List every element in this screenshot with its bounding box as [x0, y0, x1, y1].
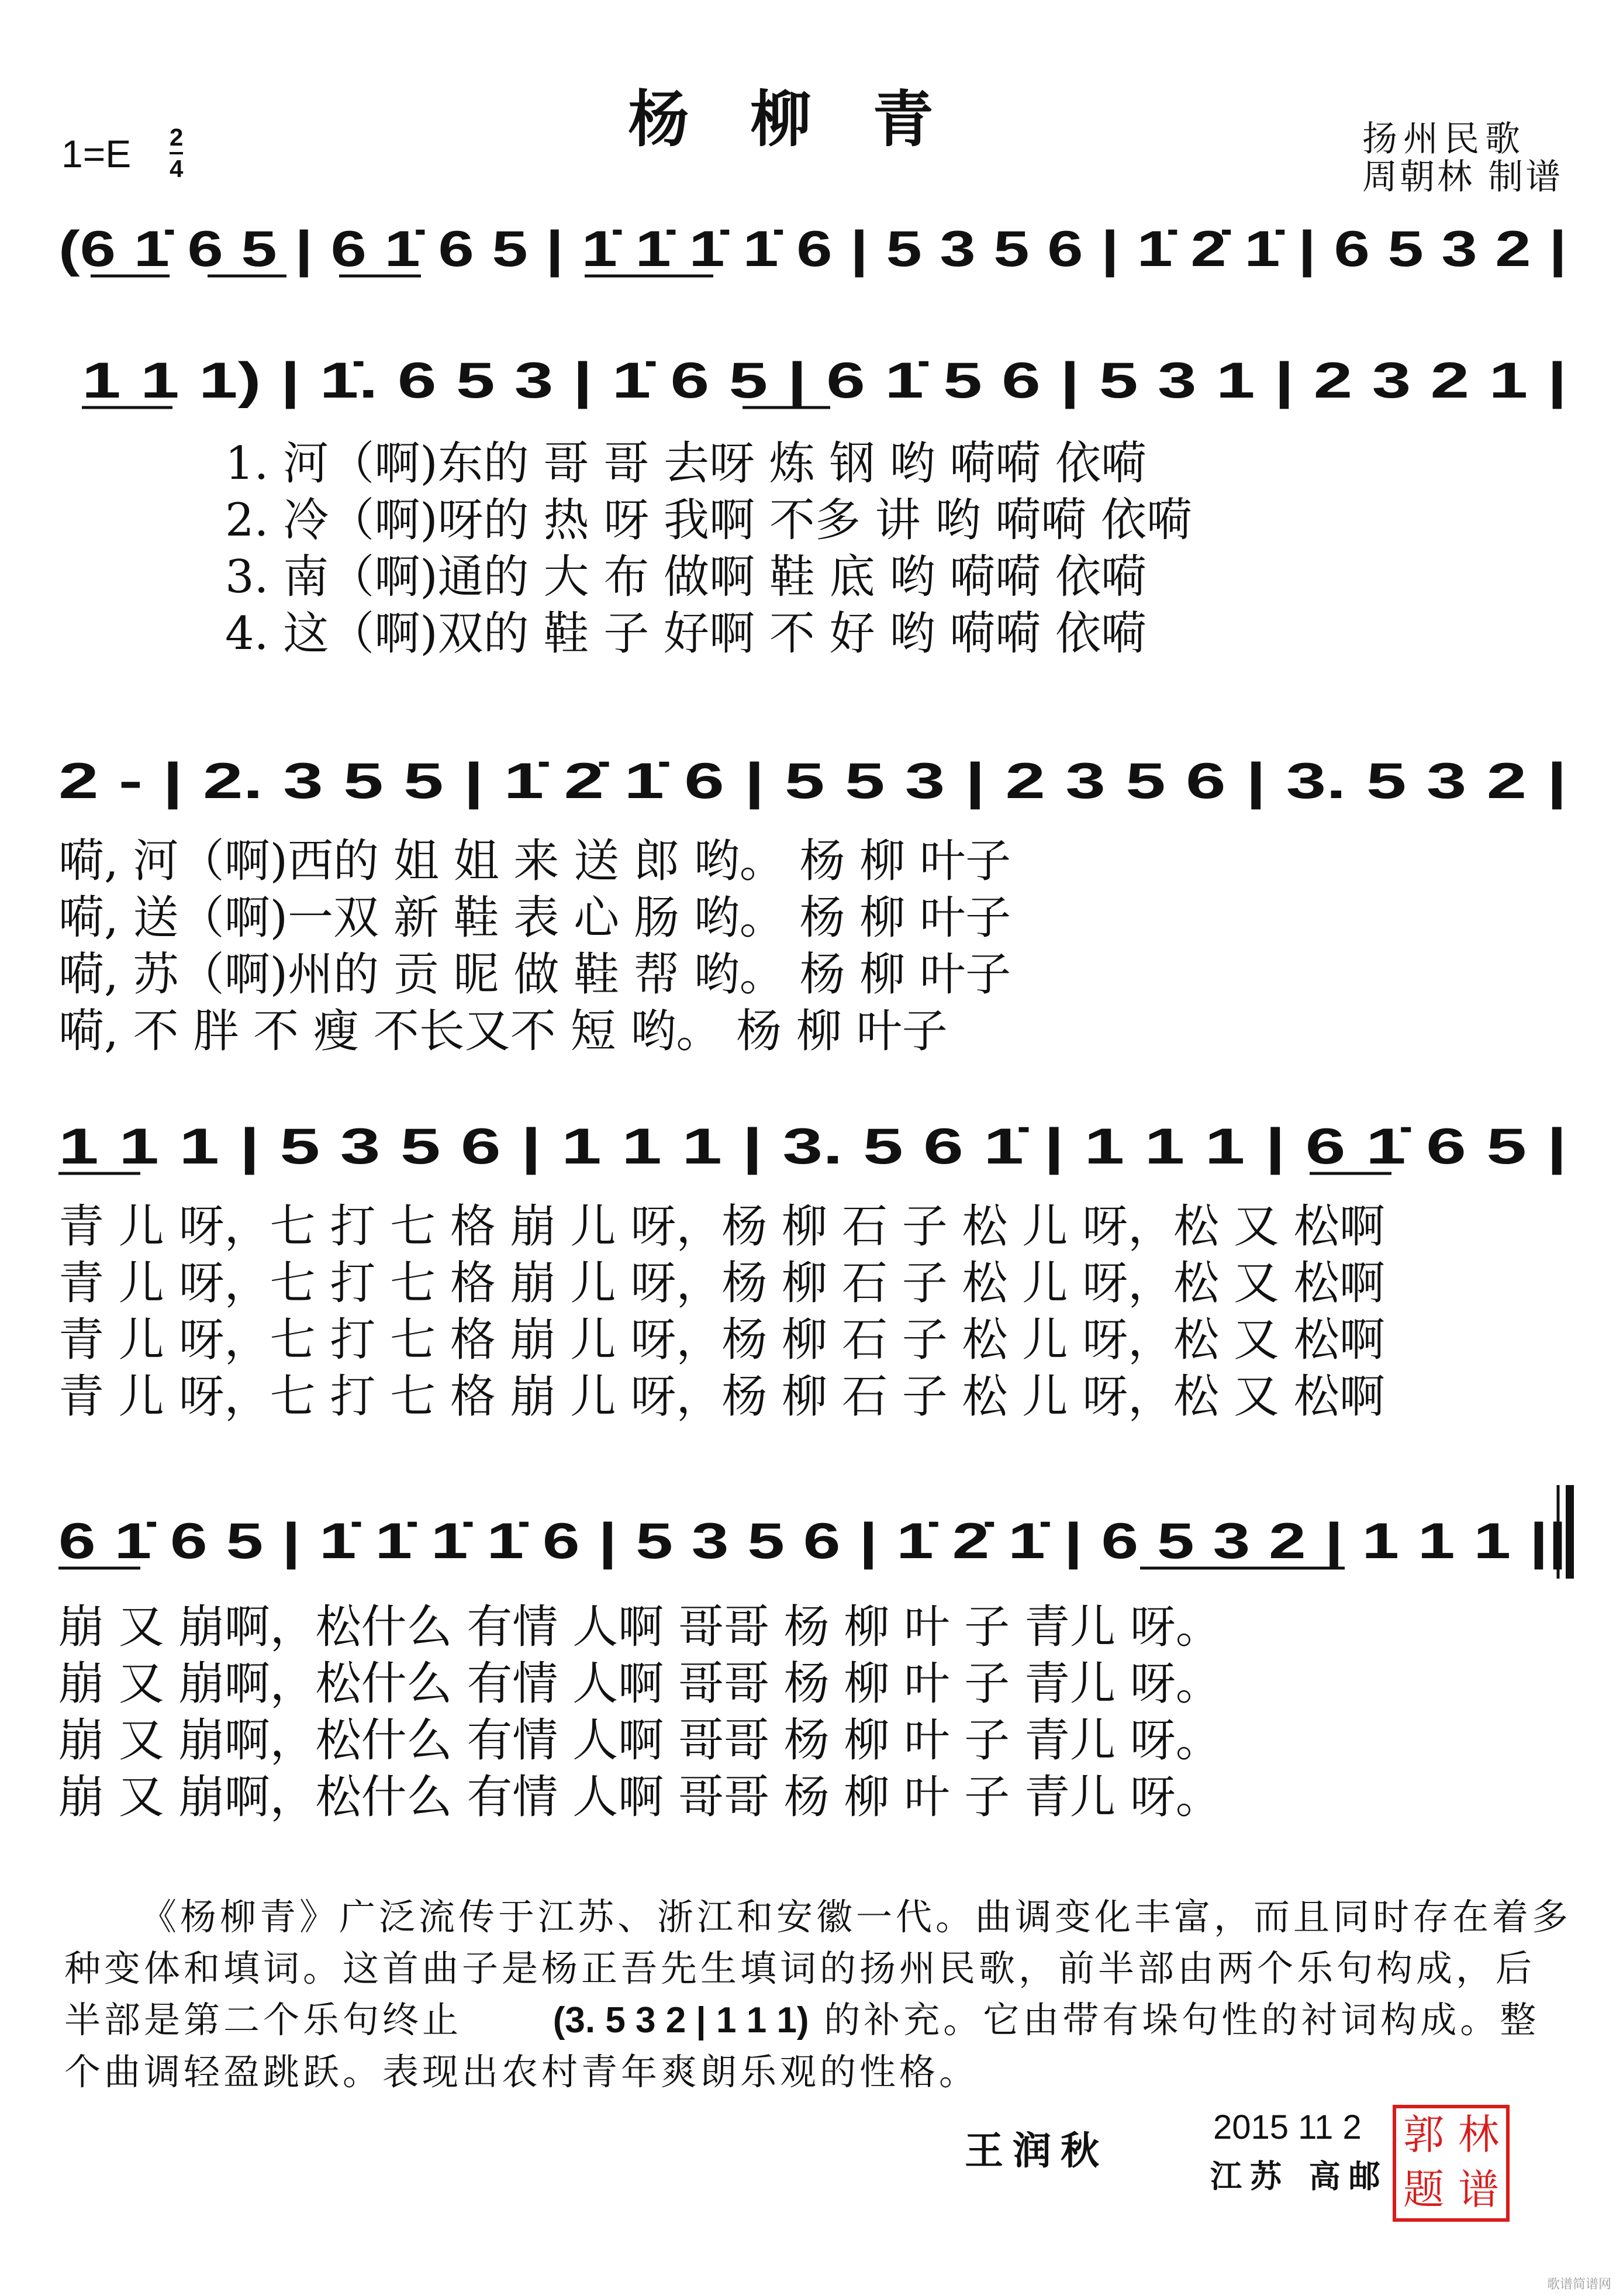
system-2-notation: 1 1 1) | 1̇. 6 5 3 | 1̇ 6 5 | 6 1̇ 5 6 | 5 3 1 | 2 3 2 1 |	[82, 353, 1567, 409]
song-title: 杨柳青	[628, 84, 995, 155]
lyric-line: 4. 这（啊)双的 鞋 子 好啊 不 好 哟 嗬嗬 依嗬	[225, 607, 1147, 660]
lyrics-block-3	[58, 1199, 1385, 1425]
lyrics-block-2	[58, 833, 1011, 1060]
lyric-line: 2. 冷（啊)呀的 热 呀 我啊 不多 讲 哟 嗬嗬 依嗬	[225, 494, 1192, 547]
lyric-line: 嗬, 不 胖 不 瘦 不长又不 短 哟。 杨 柳 叶子	[58, 1005, 948, 1058]
lyric-line: 崩 又 崩啊，松什么 有情 人啊 哥哥 杨 柳 叶 子 青儿 呀。	[58, 1601, 1221, 1653]
lyrics-block-1	[225, 436, 1192, 662]
lyric-line: 青 儿 呀，七 打 七 格 崩 儿 呀，杨 柳 石 子 松 儿 呀，松 又 松啊	[58, 1314, 1385, 1366]
system-3-notation: 2 - | 2. 3 5 5 | 1̇ 2̇ 1̇ 6 | 5 5 3 | 2 3 5 6 | 3. 5 3 2 |	[58, 753, 1567, 809]
author-signature: 王润秋	[965, 2128, 1109, 2173]
site-watermark: 歌谱简谱网	[1546, 2277, 1611, 2292]
system-4-notation: 1 1 1 | 5 3 5 6 | 1 1 1 | 3. 5 6 1̇ | 1 1 1 | 6 1̇ 6 5 |	[58, 1118, 1567, 1175]
meter-bottom: 4	[170, 155, 184, 182]
lyric-line: 3. 南（啊)通的 大 布 做啊 鞋 底 哟 嗬嗬 依嗬	[225, 551, 1147, 603]
lyric-line: 青 儿 呀，七 打 七 格 崩 儿 呀，杨 柳 石 子 松 儿 呀，松 又 松啊	[58, 1257, 1385, 1310]
description-text-2: 的补充。它由带有垛句性的衬词构成。整个曲调轻盈跳跃。表现出农村青年爽朗乐观的性格。	[64, 1998, 1540, 2093]
lyric-line: 嗬, 送（啊)一双 新 鞋 表 心 肠 哟。 杨 柳 叶子	[58, 892, 1011, 944]
description-text-1: 《杨柳青》广泛流传于江苏、浙江和安徽一代。曲调变化丰富，而且同时存在着多种变体和填词。这首曲子是杨正吾先生填词的扬州民歌，前半部由两个乐句构成，后半部是第二个乐句终止	[64, 1896, 1572, 2041]
red-seal-stamp: 郭 林 题 谱	[1393, 2105, 1510, 2222]
song-description	[64, 1891, 1573, 2098]
lyric-line: 嗬, 苏（啊)州的 贡 昵 做 鞋 帮 哟。 杨 柳 叶子	[58, 948, 1011, 1001]
signature-date: 2015 11 2	[1213, 2108, 1362, 2146]
song-origin: 扬州民歌	[1362, 119, 1526, 160]
lyric-line: 1. 河（啊)东的 哥 哥 去呀 炼 钢 哟 嗬嗬 依嗬	[225, 437, 1147, 490]
key-signature: 1=E	[61, 132, 132, 175]
lyric-line: 崩 又 崩啊，松什么 有情 人啊 哥哥 杨 柳 叶 子 青儿 呀。	[58, 1714, 1221, 1767]
lyric-line: 青 儿 呀，七 打 七 格 崩 儿 呀，杨 柳 石 子 松 儿 呀，松 又 松啊	[58, 1370, 1385, 1423]
system-1-notation: (6 1̇ 6 5 | 6 1̇ 6 5 | 1̇ 1̇ 1̇ 1̇ 6 | 5 3 5 6 | 1̇ 2̇ 1̇ | 6 5 3 2 |	[58, 221, 1567, 277]
lyric-line: 崩 又 崩啊，松什么 有情 人啊 哥哥 杨 柳 叶 子 青儿 呀。	[58, 1658, 1221, 1710]
lyrics-block-4	[58, 1599, 1221, 1826]
transcriber-credit: 周朝林 制谱	[1362, 157, 1563, 198]
lyric-line: 嗬, 河（啊)西的 姐 姐 来 送 郎 哟。 杨 柳 叶子	[58, 835, 1011, 888]
signature-place: 江苏 高邮	[1210, 2158, 1389, 2195]
system-5-notation: 6 1̇ 6 5 | 1̇ 1̇ 1̇ 1̇ 6 | 5 3 5 6 | 1̇ 2̇ 1̇ | 6 5 3 2 | 1 1 1 ||	[58, 1513, 1567, 1569]
lyric-line: 崩 又 崩啊，松什么 有情 人啊 哥哥 杨 柳 叶 子 青儿 呀。	[58, 1771, 1221, 1824]
meter-top: 2	[170, 123, 184, 151]
inline-notation: (3. 5 3 2 | 1 1 1)	[552, 2000, 809, 2040]
lyric-line: 青 儿 呀，七 打 七 格 崩 儿 呀，杨 柳 石 子 松 儿 呀，松 又 松啊	[58, 1200, 1385, 1253]
